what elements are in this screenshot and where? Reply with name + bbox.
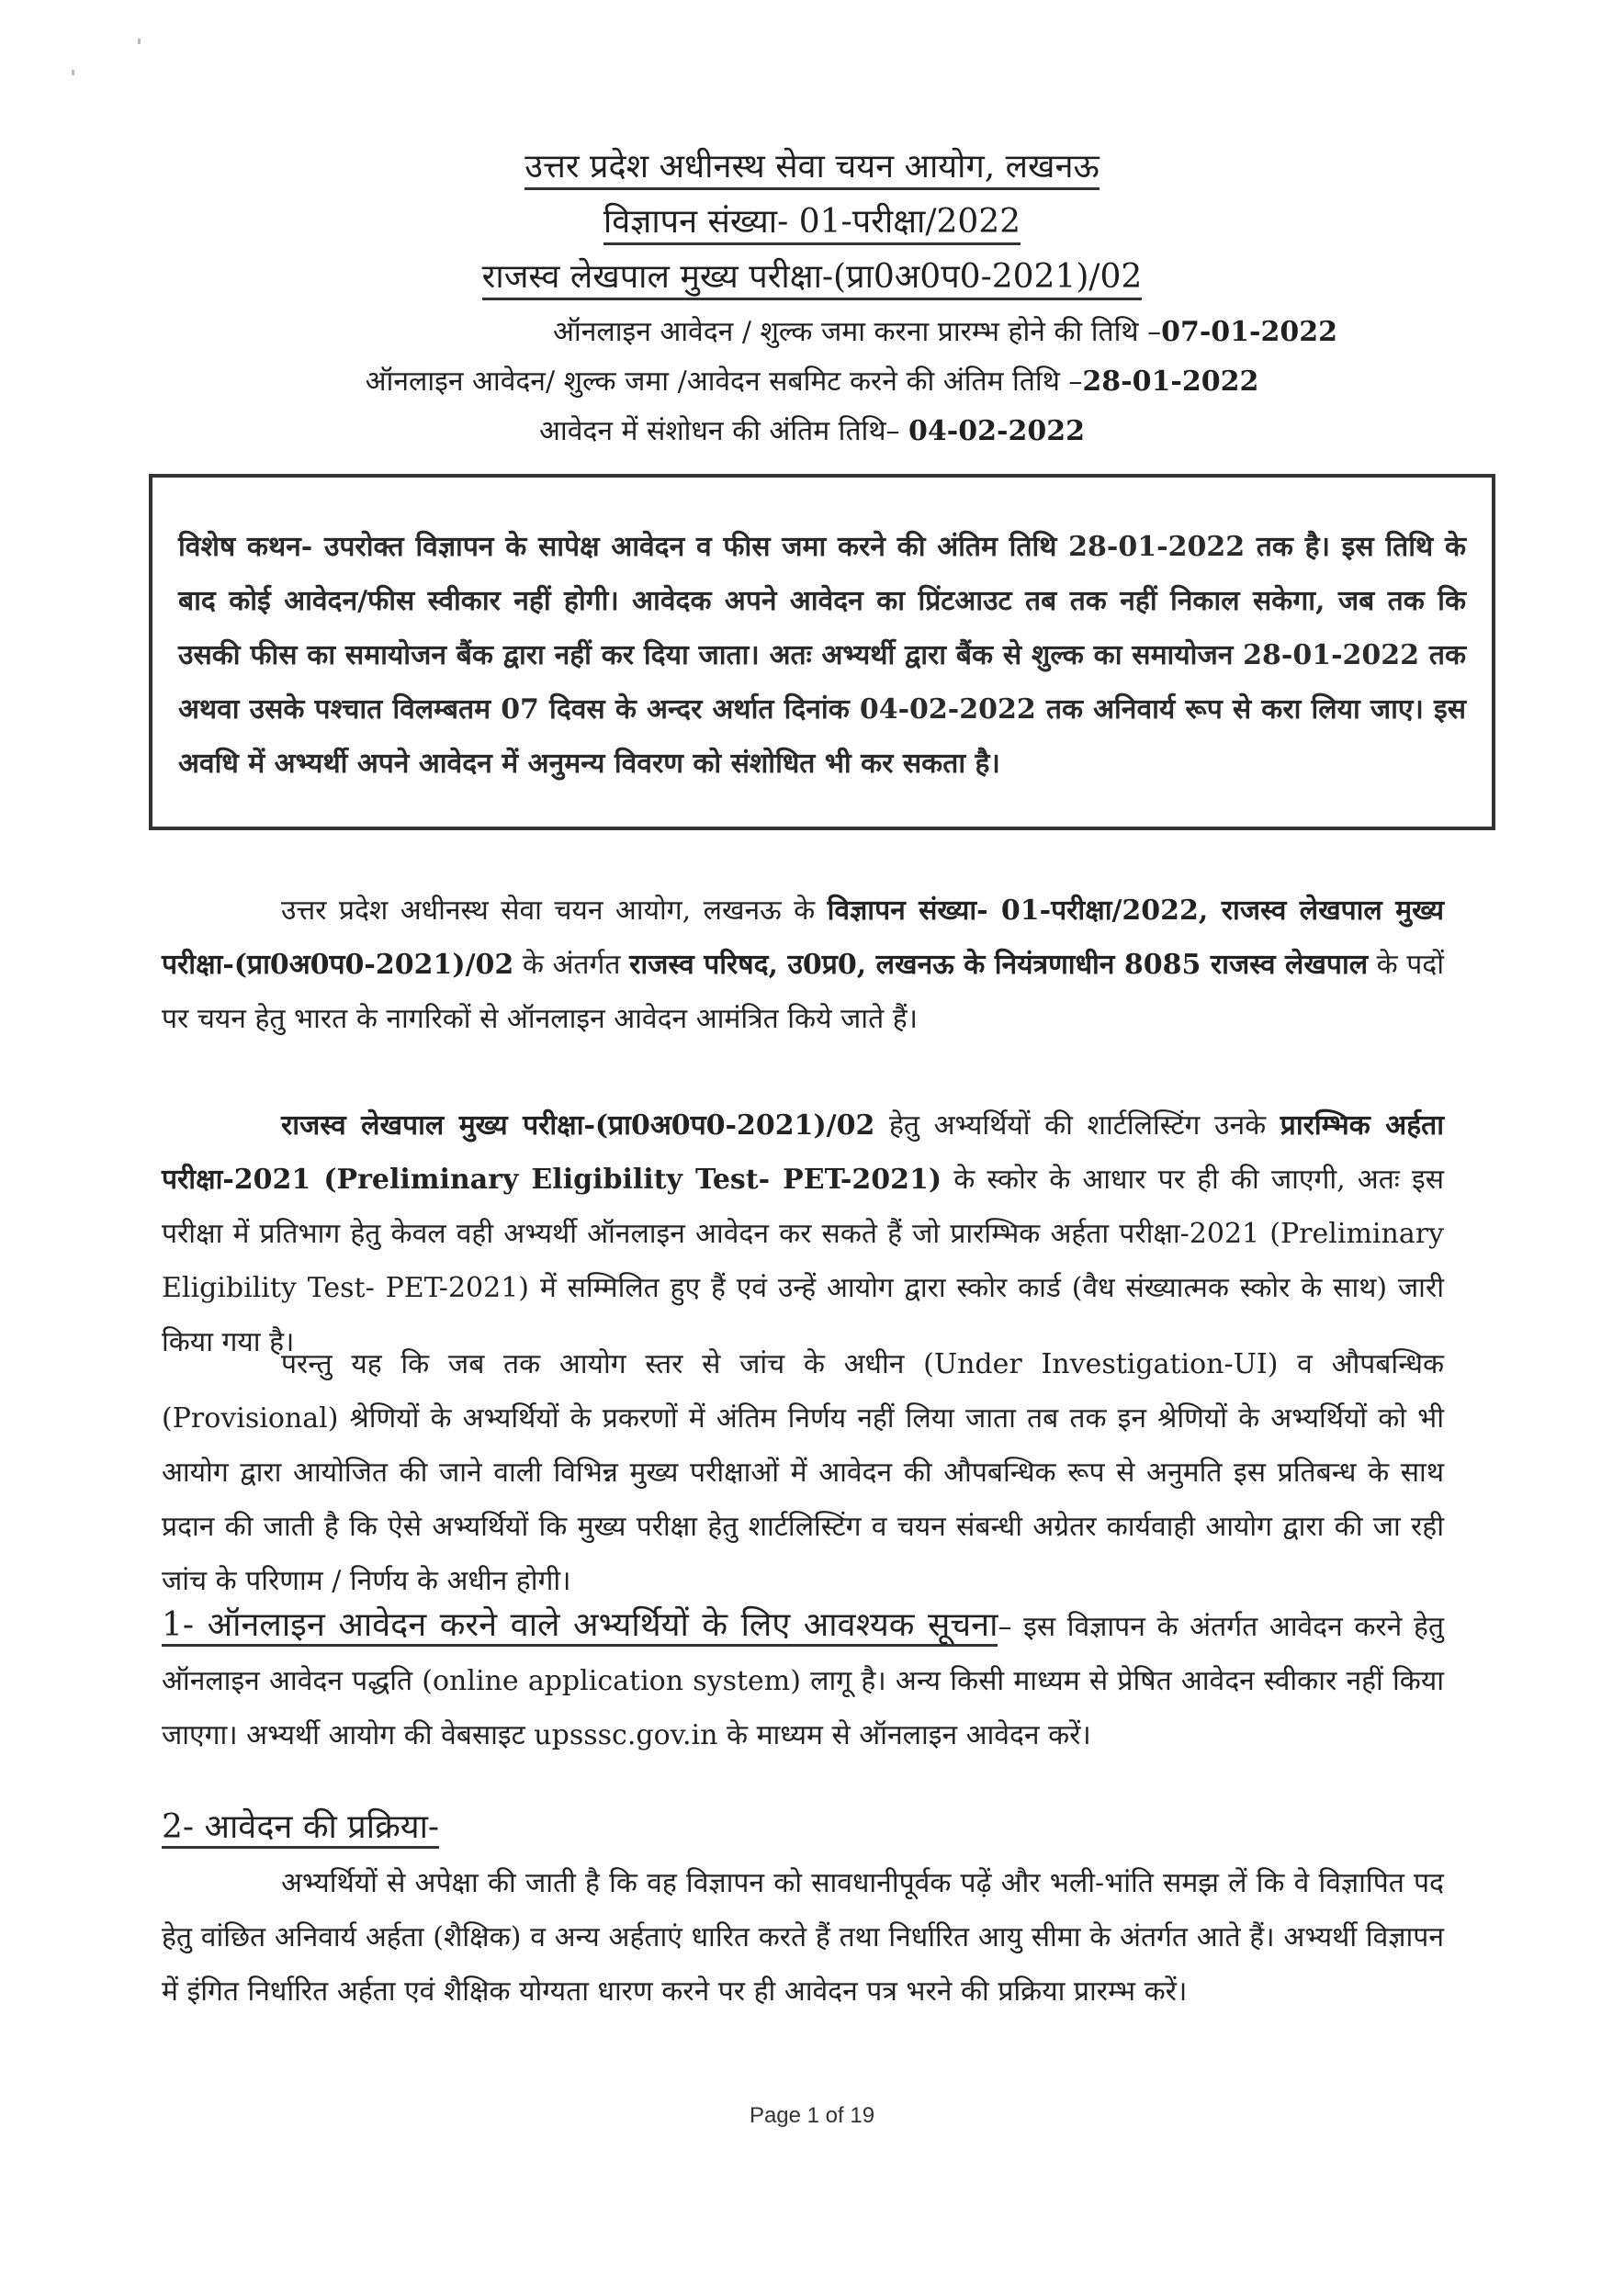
special-notice-box <box>149 474 1495 830</box>
scan-artifact <box>138 39 141 44</box>
section-1-heading: 1- ऑनलाइन आवेदन करने वाले अभ्यर्थियों के लिए आवश्यक सूचना <box>162 1606 998 1647</box>
section-2 <box>162 1800 1444 2019</box>
start-date: 07-01-2022 <box>1161 316 1337 348</box>
page-number: Page 1 of 19 <box>749 2103 875 2128</box>
section-1-text: – इस विज्ञापन के अंतर्गत आवेदन करने हेतु ऑनलाइन आवेदन पद्धति (online application system) लागू है। अन्य किसी माध्यम से प्रेषित आवेदन स्वीकार नहीं किया जाएगा। अभ्यर्थी आयोग की वेबसाइट upsssc.gov.in के माध्यम से ऑनलाइन आवेदन करें। <box>162 1611 1444 1751</box>
provisional-paragraph: परन्तु यह कि जब तक आयोग स्तर से जांच के अधीन (Under Investigation-UI) व औपबन्धिक (Provisional) श्रेणियों के अभ्यर्थियों के प्रकरणों में अंतिम निर्णय नहीं लिया जाता तब तक इन श्रेणियों के अभ्यर्थियों को भी आयोग द्वारा आयोजित की जाने वाली विभिन्न मुख्य परीक्षाओं में आवेदन की औपबन्धिक रूप से अनुमति इस प्रतिबन्ध के साथ प्रदान की जाती है कि ऐसे अभ्यर्थियों कि मुख्य परीक्षा हेतु शार्टलिस्टिंग व चयन संबन्धी अग्रेतर कार्यवाही आयोग द्वारा की जा रही जांच के परिणाम / निर्णय के अधीन होगी। <box>162 1348 1444 1597</box>
shortlisting-paragraph: राजस्व लेखपाल मुख्य परीक्षा-(प्रा0अ0प0-2021)/02 हेतु अभ्यर्थियों की शार्टलिस्टिंग उनके प्रारम्भिक अर्हता परीक्षा-2021 (Preliminary Eligibility Test- PET-2021) के स्कोर के आधार पर ही की जाएगी, अतः इस परीक्षा में प्रतिभाग हेतु केवल वही अभ्यर्थी ऑनलाइन आवेदन कर सकते हैं जो प्रारम्भिक अर्हता परीक्षा-2021 (Preliminary Eligibility Test- PET-2021) में सम्मिलित हुए हैं एवं उन्हें आयोग द्वारा स्कोर कार्ड (वैध संख्यात्मक स्कोर के साथ) जारी किया गया है। <box>162 1109 1444 1358</box>
scan-artifact <box>72 70 74 75</box>
section-1 <box>162 1598 1444 1762</box>
section-2-heading: 2- आवेदन की प्रक्रिया- <box>162 1808 439 1849</box>
section-2-text: अभ्यर्थियों से अपेक्षा की जाती है कि वह विज्ञापन को सावधानीपूर्वक पढ़ें और भली-भांति समझ लें कि वे विज्ञापित पद हेतु वांछित अनिवार्य अर्हता (शैक्षिक) व अन्य अर्हताएं धारित करते हैं तथा निर्धारित आयु सीमा के अंतर्गत आते हैं। अभ्यर्थी विज्ञापन में इंगित निर्धारित अर्हता एवं शैक्षिक योग्यता धारण करने पर ही आवेदन पत्र भरने की प्रक्रिया प्रारम्भ करें। <box>162 1867 1444 2008</box>
intro-paragraph: उत्तर प्रदेश अधीनस्थ सेवा चयन आयोग, लखनऊ के विज्ञापन संख्या- 01-परीक्षा/2022, राजस्व लेखपाल मुख्य परीक्षा-(प्रा0अ0प0-2021)/02 के अंतर्गत राजस्व परिषद, उ0प्र0, लखनऊ के नियंत्रणाधीन 8085 राजस्व लेखपाल के पदों पर चयन हेतु भारत के नागरिकों से ऑनलाइन आवेदन आमंत्रित किये जाते हैं। <box>162 895 1444 1035</box>
organization-title: उत्तर प्रदेश अधीनस्थ सेवा चयन आयोग, लखनऊ <box>0 145 1624 189</box>
correction-date: 04-02-2022 <box>908 415 1085 447</box>
exam-title: राजस्व लेखपाल मुख्य परीक्षा-(प्रा0अ0प0-2021)/02 <box>0 255 1624 299</box>
correction-date-line: आवेदन में संशोधन की अंतिम तिथि– 04-02-2022 <box>539 415 1085 447</box>
start-date-line: ऑनलाइन आवेदन / शुल्क जमा करना प्रारम्भ होने की तिथि –07-01-2022 <box>553 316 1337 348</box>
advertisement-number: विज्ञापन संख्या- 01-परीक्षा/2022 <box>0 200 1624 244</box>
last-date: 28-01-2022 <box>1082 366 1259 398</box>
last-date-line: ऑनलाइन आवेदन/ शुल्क जमा /आवेदन सबमिट करने की अंतिम तिथि –28-01-2022 <box>365 366 1259 398</box>
special-notice-text: विशेष कथन- उपरोक्त विज्ञापन के सापेक्ष आवेदन व फीस जमा करने की अंतिम तिथि 28-01-2022 तक है। इस तिथि के बाद कोई आवेदन/फीस स्वीकार नहीं होगी। आवेदक अपने आवेदन का प्रिंटआउट तब तक नहीं निकाल सकेगा, जब तक कि उसकी फीस का समायोजन बैंक द्वारा नहीं कर दिया जाता। अतः अभ्यर्थी द्वारा बैंक से शुल्क का समायोजन 28-01-2022 तक अथवा उसके पश्चात विलम्बतम 07 दिवस के अन्दर अर्थात दिनांक 04-02-2022 तक अनिवार्य रूप से करा लिया जाए। इस अवधि में अभ्यर्थी अपने आवेदन में अनुमन्य विवरण को संशोधित भी कर सकता है। <box>178 531 1466 780</box>
